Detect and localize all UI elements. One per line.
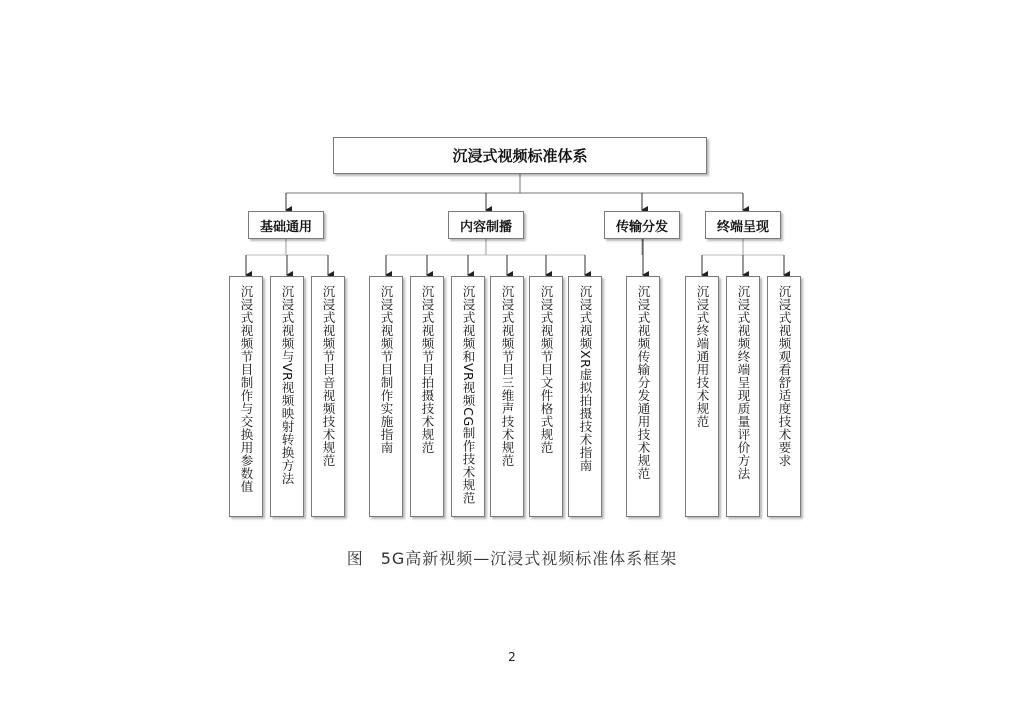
category-label: 基础通用 [259, 219, 312, 235]
figure-caption: 图 5G高新视频—沉浸式视频标准体系框架 [346, 549, 678, 568]
leaf-node [369, 276, 403, 517]
leaf-node [685, 276, 719, 517]
category-label: 终端呈现 [716, 219, 769, 235]
root-node [333, 137, 707, 174]
leaf-node [568, 276, 602, 517]
leaf-node [229, 276, 263, 517]
leaf-label: 沉浸式视频和VR视频CG制作技术规范 [461, 285, 476, 505]
category-terminal [705, 211, 781, 239]
leaf-node [311, 276, 345, 517]
leaf-node [626, 276, 660, 517]
leaf-label: 沉浸式视频观看舒适度技术要求 [777, 285, 792, 467]
leaf-node [451, 276, 485, 517]
root-title: 沉浸式视频标准体系 [452, 147, 588, 165]
category-content-production [448, 211, 524, 239]
leaf-label: 沉浸式终端通用技术规范 [695, 285, 710, 428]
leaf-node [270, 276, 304, 517]
page-number: 2 [508, 650, 516, 664]
leaf-node [767, 276, 801, 517]
category-label: 内容制播 [459, 219, 512, 235]
leaf-node [490, 276, 524, 517]
leaf-label: 沉浸式视频节目文件格式规范 [539, 285, 554, 454]
category-transmission [604, 211, 680, 239]
leaf-node [726, 276, 760, 517]
leaf-label: 沉浸式视频终端呈现质量评价方法 [736, 285, 751, 480]
leaf-label: 沉浸式视频传输分发通用技术规范 [636, 285, 651, 480]
leaf-label: 沉浸式视频节目制作实施指南 [379, 285, 394, 454]
leaf-label: 沉浸式视频节目三维声技术规范 [500, 285, 515, 467]
category-basic-general [248, 211, 324, 239]
leaf-label: 沉浸式视频与VR视频映射转换方法 [280, 285, 295, 486]
leaf-label: 沉浸式视频节目拍摄技术规范 [420, 285, 435, 454]
leaf-node [410, 276, 444, 517]
leaf-label: 沉浸式视频节目音视频技术规范 [321, 285, 336, 467]
leaf-node [529, 276, 563, 517]
category-label: 传输分发 [615, 219, 668, 235]
leaf-label: 沉浸式视频XR虚拟拍摄技术指南 [578, 285, 593, 473]
leaf-label: 沉浸式视频节目制作与交换用参数值 [239, 285, 254, 493]
